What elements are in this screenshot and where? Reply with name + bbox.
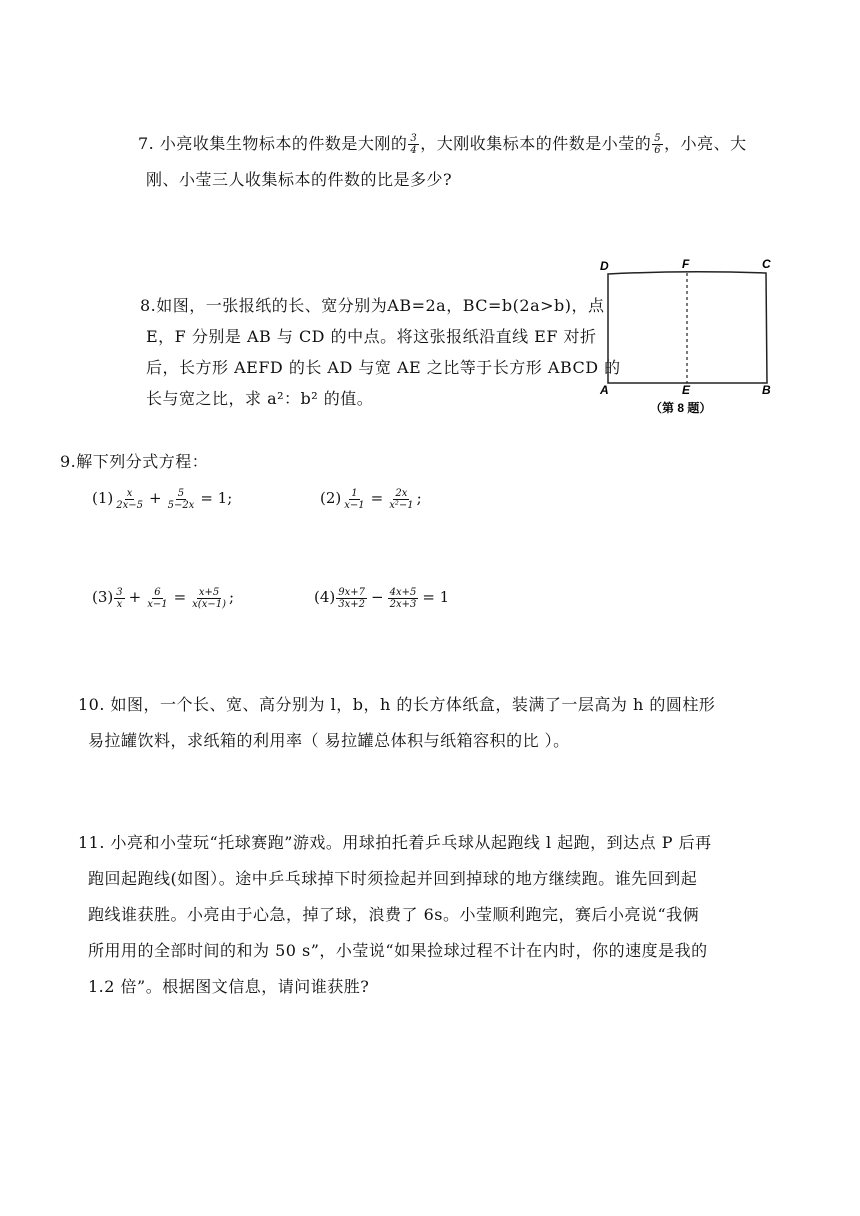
q8-label-a: A (600, 383, 609, 397)
q10-line2: 易拉罐饮料，求纸箱的利用率（ 易拉罐总体积与纸箱容积的比 ）。 (88, 731, 570, 750)
q9-equation-3: (3) $\frac{3}{x}$ + $\frac{6}{x-1}$ = $\frac{x+5}{x(x-1)}$ ; (92, 586, 235, 610)
q7-text-part1: 小亮收集生物标本的件数是大刚的 (159, 134, 408, 153)
q9-equation-2: (2) $\frac{1}{x-1}$ = $\frac{2x}{\text{x²−1}}$ ; (320, 487, 422, 511)
q11-line5: 1.2 倍”。根据图文信息，请问谁获胜? (88, 977, 370, 996)
q8-line3: 后，长方形 AEFD 的长 AD 与宽 AE 之比等于长方形 ABCD 的 (146, 358, 621, 377)
q8-label-c: C (762, 257, 771, 271)
q7-number: 7. (138, 134, 155, 153)
q8-figure-caption: （第 8 题） (650, 401, 712, 415)
q11-line3: 跑线谁获胜。小亮由于心急，掉了球，浪费了 6s。小莹顺利跑完，赛后小亮说“我俩 (88, 905, 700, 924)
q8-line1: 8.如图，一张报纸的长、宽分别为AB=2a，BC=b(2a>b)，点 (140, 296, 605, 315)
q8-line4: 长与宽之比，求 a²：b² 的值。 (146, 389, 374, 408)
q8-label-f: F (682, 257, 690, 271)
q9-equation-4: (4) $\frac{9x+7}{3x+2}$ − $\frac{4x+5}{2x+3}$ = 1 (314, 586, 450, 610)
q11-line2: 跑回起跑线(如图）。途中乒乓球掉下时须捡起并回到掉球的地方继续跑。谁先回到起 (88, 869, 698, 888)
q11-line1: 11. 小亮和小莹玩“托球赛跑”游戏。用球拍托着乒乓球从起跑线 l 起跑，到达点 P 后再 (78, 833, 712, 852)
q8-line2: E，F 分别是 AB 与 CD 的中点。将这张报纸沿直线 EF 对折 (146, 327, 597, 346)
q9-equation-1: (1) $\frac{x}{2x-5}$ + $\frac{5}{5-2x}$ = 1; (92, 487, 233, 511)
q8-label-b: B (762, 383, 771, 397)
q11-line4: 所用用的全部时间的和为 50 s”，小莹说“如果捡球过程不计在内时，你的速度是我的 (88, 941, 708, 960)
q8-label-e: E (682, 383, 691, 397)
q8-newspaper-figure (596, 256, 786, 416)
q8-label-d: D (600, 259, 609, 273)
q7-line1 (138, 127, 798, 161)
q7-line2: 刚、小莹三人收集标本的件数的比是多少? (146, 170, 453, 189)
q7-text-part2: ，大刚收集标本的件数是小莹的 (420, 134, 652, 153)
q7-text-part3: ，小亮、大 (664, 134, 747, 153)
q7-fraction-5-6: $\frac{5}{6}$ (654, 133, 662, 156)
q10-line1: 10. 如图，一个长、宽、高分别为 l，b，h 的长方体纸盒，装满了一层高为 h 的圆柱形 (78, 695, 716, 714)
q7-fraction-3-4: $\frac{3}{4}$ (410, 133, 418, 156)
q9-title: 9.解下列分式方程： (60, 452, 209, 471)
